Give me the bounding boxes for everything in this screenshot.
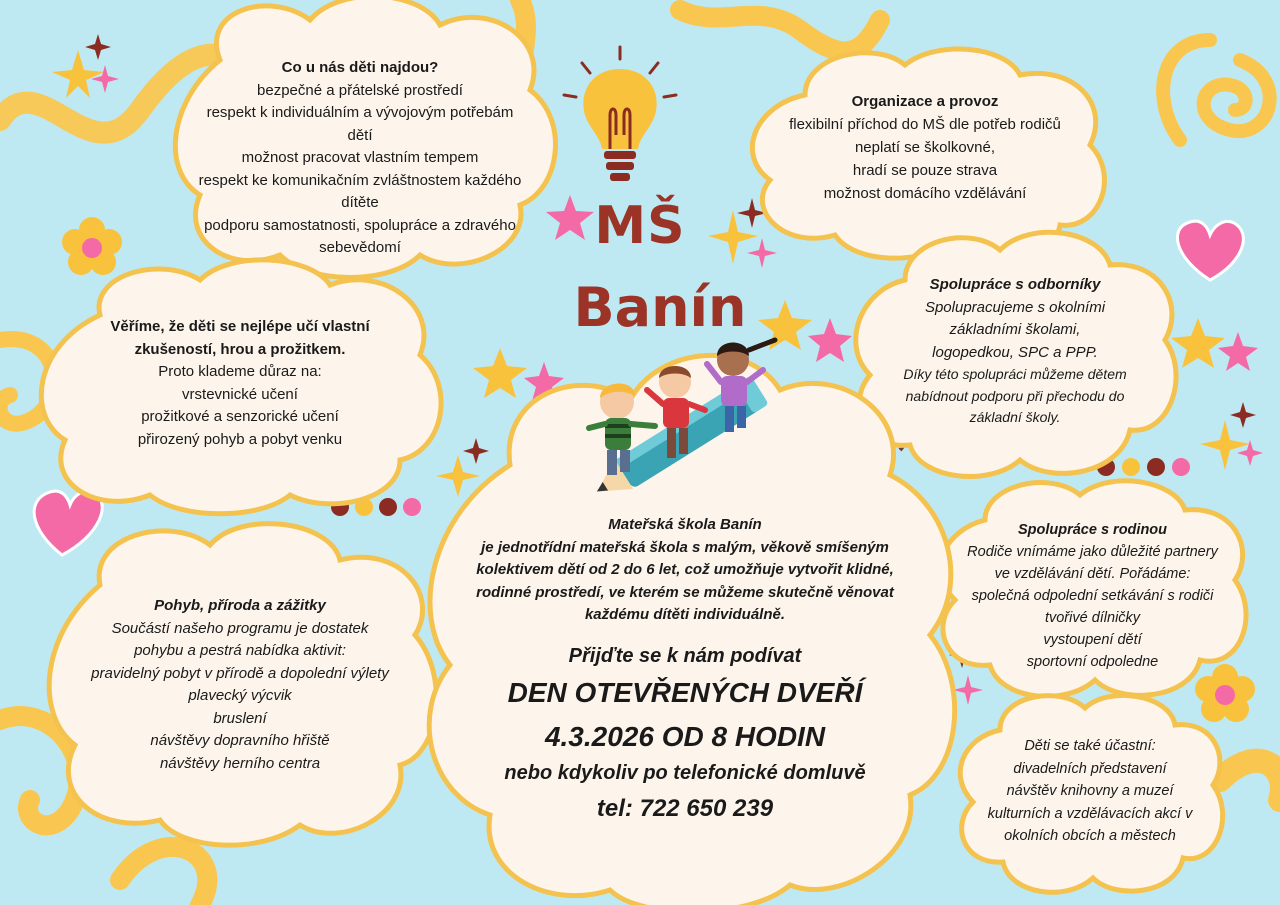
bubble-belief-line: prožitkové a senzorické učení — [141, 408, 339, 425]
bubble-kids-line: dětí — [347, 126, 373, 144]
bubble-events-line: návštěv knihovny a muzeí — [1006, 783, 1174, 799]
bubble-family-line: vystoupení dětí — [1043, 632, 1142, 648]
star-icon — [1218, 332, 1258, 371]
bubble-experts-small: základní školy. — [969, 409, 1061, 425]
bubble-family-line: ve vzdělávání dětí. Pořádáme: — [994, 566, 1191, 582]
title-banin: Banín — [573, 276, 747, 339]
bubble-nature-title: Pohyb, příroda a zážitky — [154, 597, 326, 614]
bubble-experts-title: Spolupráce s odborníky — [929, 276, 1101, 293]
bubble-belief-line: přirozený pohyb a pobyt venku — [137, 430, 343, 448]
bubble-nature-line: návštěvy dopravního hřiště — [150, 732, 330, 749]
bubble-kids-line: podporu samostatnosti, spolupráce a zdravého — [204, 216, 516, 234]
bubble-belief-title: Věříme, že děti se nejlépe učí vlastní — [110, 318, 370, 335]
bubble-events — [955, 690, 1225, 895]
center-desc-line: rodinné prostředí, ve kterém se můžeme skutečně věnovat — [476, 583, 894, 601]
bubble-experts-line: Spolupracujeme s okolními — [924, 298, 1106, 316]
bubble-belief-line: Proto klademe důraz na: — [158, 363, 322, 380]
open-day-date: 4.3.2026 OD 8 HODIN — [544, 721, 826, 752]
bubble-kids-line: možnost pracovat vlastním tempem — [241, 149, 479, 166]
bubble-org-line: možnost domácího vzdělávání — [823, 185, 1027, 202]
bubble-org-title: Organizace a provoz — [851, 93, 999, 110]
star-icon — [85, 34, 111, 60]
bubble-family-line: Rodiče vnímáme jako důležité partnery — [967, 544, 1218, 560]
bubble-kids-line: respekt ke komunikačním zvláštnostem každého — [198, 171, 522, 189]
bubble-family-line: tvořivé dílničky — [1044, 610, 1141, 626]
bubble-family-title: Spolupráce s rodinou — [1017, 522, 1168, 538]
phone-number: tel: 722 650 239 — [596, 795, 774, 822]
bubble-org — [745, 45, 1105, 255]
star-icon — [1230, 402, 1256, 428]
bubble-nature-line: Součástí našeho programu je dostatek — [111, 619, 369, 637]
star-icon — [1200, 420, 1250, 470]
title-ms: MŠ — [594, 196, 686, 256]
bubble-kids-line: bezpečné a přátelské prostředí — [257, 81, 463, 99]
bubble-experts-line: základními školami, — [949, 321, 1081, 338]
center-desc-line: je jednotřídní mateřská škola s malým, věkově smíšeným — [481, 538, 889, 556]
bubble-experts-small: nabídnout podporu při přechodu do — [905, 387, 1125, 404]
bubble-nature-line: plavecký výcvik — [188, 687, 292, 704]
center-desc-line: kolektivem dětí od 2 do 6 let, což umožňuje vytvořit klidné, — [476, 561, 894, 578]
bubble-kids-line: respekt k individuálním a vývojovým potřebám — [206, 104, 514, 121]
bubble-org-line: flexibilní příchod do MŠ dle potřeb rodičů — [789, 116, 1061, 133]
phone-note: nebo kdykoliv po telefonické domluvě — [504, 762, 866, 784]
bubble-events-line: kulturních a vzdělávacích akcí v — [987, 805, 1193, 822]
bubble-kids-line: sebevědomí — [319, 239, 401, 256]
school-name: Mateřská škola Banín — [608, 516, 762, 533]
bubble-nature-line: pravidelný pobyt v přírodě a dopolední výlety — [91, 664, 389, 682]
center-desc-line: každému dítěti individuálně. — [584, 606, 786, 623]
heart-icon — [1177, 221, 1243, 280]
bubble-experts-small: Díky této spolupráci můžeme dětem — [903, 366, 1127, 382]
bubble-family-line: sportovní odpoledne — [1026, 654, 1159, 670]
center-intro — [435, 514, 935, 627]
bubble-kids-title: Co u nás děti najdou? — [281, 59, 439, 76]
invite-text: Přijďte se k nám podívat — [568, 645, 802, 667]
spiral-icon — [1204, 60, 1270, 131]
bubble-nature-line: pohybu a pestrá nabídka aktivit: — [134, 642, 346, 659]
bubble-nature-line: bruslení — [213, 709, 267, 727]
open-day-title: DEN OTEVŘENÝCH DVEŘÍ — [507, 677, 863, 708]
bubble-nature-line: návštěvy herního centra — [159, 754, 321, 772]
lightbulb-icon — [560, 45, 680, 195]
star-icon — [52, 50, 104, 98]
children-illustration — [575, 320, 795, 505]
bubble-events-line: divadelních představení — [1013, 760, 1167, 777]
bubble-family-line: společná odpolední setkávání s rodiči — [971, 588, 1214, 604]
bubble-org-line: neplatí se školkovné, — [854, 139, 996, 156]
bubble-kids — [160, 0, 560, 275]
bubble-nature — [40, 515, 440, 850]
star-icon — [91, 65, 119, 93]
bubble-events-line: Děti se také účastní: — [1024, 738, 1156, 754]
bubble-belief-line: vrstevnické učení — [182, 385, 298, 403]
bubble-belief-title: zkušeností, hrou a prožitkem. — [134, 340, 346, 358]
bubble-events-line: okolních obcích a městech — [1004, 828, 1176, 844]
bubble-org-line: hradí se pouze strava — [852, 162, 998, 179]
bubble-belief — [30, 255, 450, 505]
bubble-experts-line: logopedkou, SPC a PPP. — [932, 343, 1098, 361]
bubble-family — [935, 475, 1250, 700]
bubble-kids-line: dítěte — [341, 194, 379, 211]
